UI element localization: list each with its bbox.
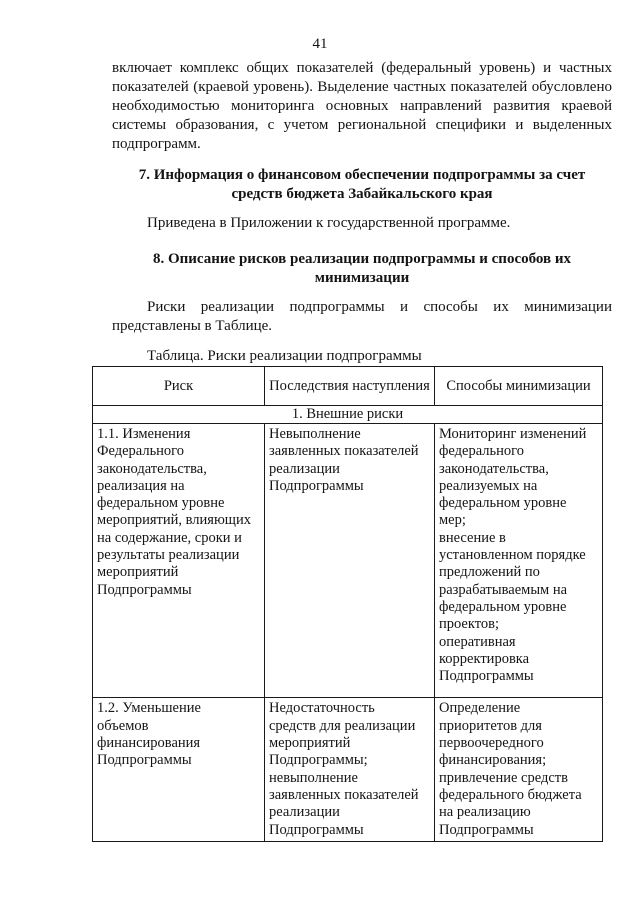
mitigation-line: на реализацию	[439, 804, 531, 821]
risk-line: мероприятий	[97, 564, 179, 581]
mitigation-line: законодательства,	[439, 460, 549, 477]
risks-table	[92, 366, 603, 842]
mitigation-line: проектов;	[439, 616, 499, 633]
section8-title-line-2: минимизации	[314, 270, 410, 286]
risk-line: 1.1. Изменения	[97, 426, 191, 442]
risk-line: мероприятий, влияющих	[97, 512, 251, 529]
intro-line-5: подпрограмм.	[112, 136, 201, 152]
risk-line: финансирования	[97, 735, 201, 752]
consequences-line: средств для реализации	[269, 717, 416, 734]
intro-line-4: системы образования, с учетом региональной специфики и выделенных	[112, 117, 612, 133]
header-mitigation: Способы минимизации	[435, 367, 603, 406]
mitigation-line: Подпрограммы	[439, 821, 534, 838]
section7-text	[147, 214, 617, 233]
mitigation-line: корректировка	[439, 650, 530, 667]
risk-line: Федерального	[97, 443, 185, 460]
section8-text	[112, 298, 612, 336]
section-external-risks: 1. Внешние риски	[93, 406, 603, 424]
mitigation-cell	[435, 698, 603, 841]
mitigation-line: Определение	[439, 700, 521, 717]
mitigation-line: внесение в	[439, 529, 506, 546]
table-row	[93, 424, 603, 698]
section8-title-line-1: 8. Описание рисков реализации подпрограммы и способов их	[152, 251, 572, 267]
risk-line: Подпрограммы	[97, 581, 192, 598]
mitigation-line: Мониторинг изменений	[439, 426, 587, 442]
section7-heading	[112, 166, 612, 204]
consequences-line: заявленных показателей	[269, 786, 419, 803]
section7-text-line: Приведена в Приложении к государственной программе.	[147, 215, 511, 231]
intro-line-3: необходимостью мониторинга основных направлений развития краевой	[112, 98, 612, 114]
risk-line: реализация на	[97, 477, 185, 494]
consequences-line: заявленных показателей	[269, 443, 419, 460]
mitigation-line: федерального бюджета	[439, 786, 582, 803]
risk-line: объемов	[97, 717, 149, 734]
consequences-line: реализации	[269, 804, 340, 821]
consequences-line: реализации	[269, 460, 340, 477]
mitigation-line: финансирования;	[439, 752, 547, 769]
mitigation-line: федеральном уровне	[439, 598, 567, 615]
risk-line: на содержание, сроки и	[97, 529, 242, 546]
table-section-row	[93, 406, 603, 424]
section8-text-line-1: Риски реализации подпрограммы и способы их минимизации	[147, 299, 612, 315]
mitigation-line: разрабатываемым на	[439, 581, 568, 598]
page-number: 41	[312, 36, 328, 52]
consequences-cell	[265, 698, 435, 841]
table-header-row	[93, 367, 603, 406]
risk-line: законодательства,	[97, 460, 207, 477]
mitigation-line: федерального	[439, 443, 524, 460]
mitigation-line: приоритетов для	[439, 717, 542, 734]
mitigation-line: федеральном уровне	[439, 495, 567, 512]
cell-spacer	[439, 685, 598, 695]
consequences-line: Невыполнение	[269, 426, 361, 442]
section7-title-line-2: средств бюджета Забайкальского края	[231, 186, 493, 202]
section7-title-line-1: 7. Информация о финансовом обеспечении подпрограммы за счет	[138, 167, 586, 183]
table-caption: Таблица. Риски реализации подпрограммы	[147, 348, 422, 364]
consequences-line: Подпрограммы;	[269, 752, 368, 769]
consequences-line: Подпрограммы	[269, 477, 364, 494]
mitigation-line: первоочередного	[439, 735, 544, 752]
mitigation-line: предложений по	[439, 564, 540, 581]
risk-line: федеральном уровне	[97, 495, 225, 512]
mitigation-cell	[435, 424, 603, 698]
section8-heading	[112, 250, 612, 288]
section8-text-line-2: представлены в Таблице.	[112, 318, 273, 334]
mitigation-line: привлечение средств	[439, 769, 568, 786]
intro-line-1: включает комплекс общих показателей (федеральный уровень) и частных	[112, 60, 612, 76]
header-consequences: Последствия наступления	[265, 367, 435, 406]
header-risk: Риск	[93, 367, 265, 406]
mitigation-line: установленном порядке	[439, 547, 586, 564]
consequences-line: мероприятий	[269, 735, 351, 752]
consequences-line: Недостаточность	[269, 700, 375, 717]
consequences-line: невыполнение	[269, 769, 358, 786]
risk-line: 1.2. Уменьшение	[97, 700, 201, 717]
risk-cell	[93, 424, 265, 698]
risk-line: результаты реализации	[97, 547, 240, 564]
mitigation-line: оперативная	[439, 633, 516, 650]
intro-line-2: показателей (краевой уровень). Выделение частных показателей обусловлено	[112, 79, 612, 95]
consequences-line: Подпрограммы	[269, 821, 364, 838]
table-row	[93, 698, 603, 841]
mitigation-line: Подпрограммы	[439, 668, 534, 685]
mitigation-line: реализуемых на	[439, 477, 538, 494]
risk-cell	[93, 698, 265, 841]
intro-paragraph	[112, 59, 612, 154]
risk-line: Подпрограммы	[97, 752, 192, 769]
mitigation-line: мер;	[439, 512, 466, 529]
consequences-cell	[265, 424, 435, 698]
